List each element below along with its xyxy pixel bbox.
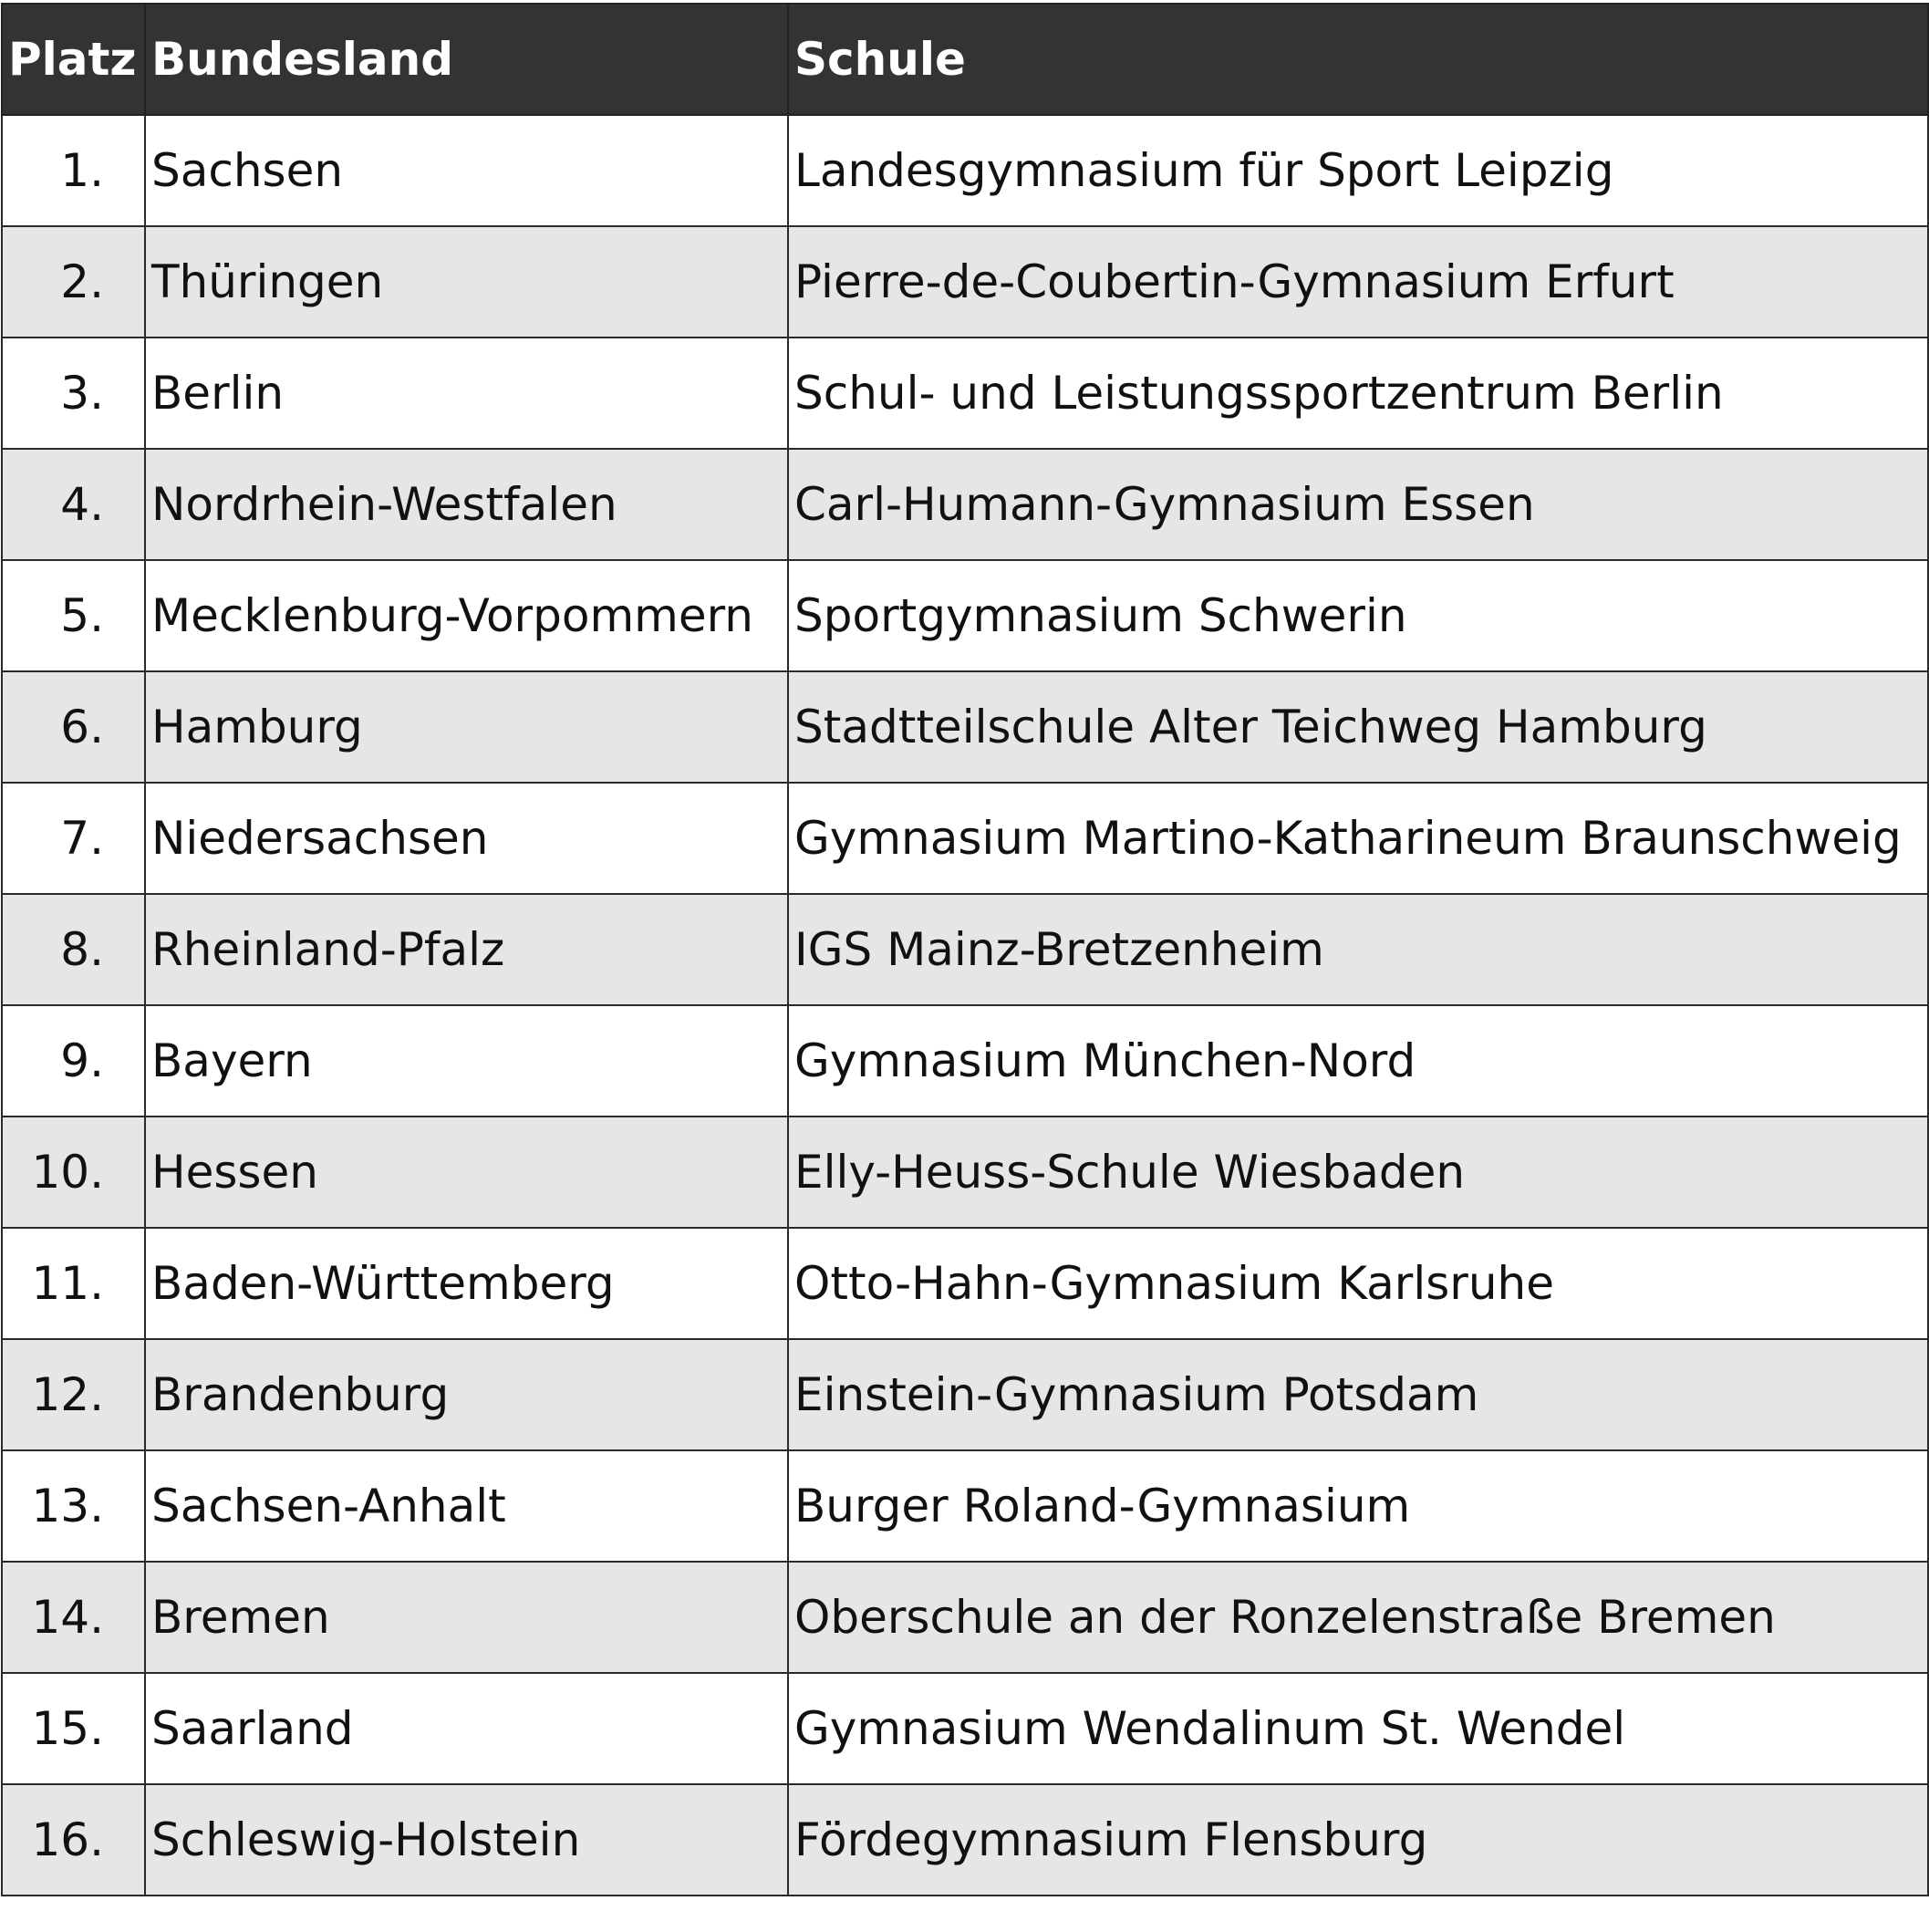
- table-row: [2, 1228, 1928, 1339]
- table-row: [2, 1005, 1928, 1117]
- rank-cell: 9.: [2, 1005, 145, 1117]
- school-cell: Landesgymnasium für Sport Leipzig: [788, 115, 1928, 226]
- rank-cell: 3.: [2, 338, 145, 449]
- rank-cell: 15.: [2, 1673, 145, 1784]
- rank-cell: 5.: [2, 560, 145, 671]
- state-cell: Bayern: [145, 1005, 788, 1117]
- state-cell: Bremen: [145, 1562, 788, 1673]
- school-cell: Pierre-de-Coubertin-Gymnasium Erfurt: [788, 226, 1928, 338]
- school-cell: Gymnasium Wendalinum St. Wendel: [788, 1673, 1928, 1784]
- school-cell: Einstein-Gymnasium Potsdam: [788, 1339, 1928, 1450]
- school-cell: Carl-Humann-Gymnasium Essen: [788, 449, 1928, 560]
- table-row: [2, 894, 1928, 1005]
- school-cell: Stadtteilschule Alter Teichweg Hamburg: [788, 671, 1928, 783]
- table-row: [2, 783, 1928, 894]
- rank-cell: 1.: [2, 115, 145, 226]
- state-cell: Thüringen: [145, 226, 788, 338]
- school-cell: Schul- und Leistungssportzentrum Berlin: [788, 338, 1928, 449]
- state-cell: Hamburg: [145, 671, 788, 783]
- state-cell: Baden-Württemberg: [145, 1228, 788, 1339]
- rank-cell: 13.: [2, 1450, 145, 1562]
- school-cell: IGS Mainz-Bretzenheim: [788, 894, 1928, 1005]
- state-cell: Berlin: [145, 338, 788, 449]
- table-row: [2, 115, 1928, 226]
- school-cell: Otto-Hahn-Gymnasium Karlsruhe: [788, 1228, 1928, 1339]
- state-cell: Sachsen-Anhalt: [145, 1450, 788, 1562]
- table-row: [2, 226, 1928, 338]
- rank-cell: 14.: [2, 1562, 145, 1673]
- state-cell: Saarland: [145, 1673, 788, 1784]
- state-cell: Mecklenburg-Vorpommern: [145, 560, 788, 671]
- table-row: [2, 1450, 1928, 1562]
- school-cell: Gymnasium München-Nord: [788, 1005, 1928, 1117]
- state-cell: Schleswig-Holstein: [145, 1784, 788, 1896]
- column-header-school: Schule: [788, 4, 1928, 115]
- table-row: [2, 449, 1928, 560]
- table-header-row: [2, 4, 1928, 115]
- school-cell: Elly-Heuss-Schule Wiesbaden: [788, 1117, 1928, 1228]
- state-cell: Sachsen: [145, 115, 788, 226]
- state-cell: Niedersachsen: [145, 783, 788, 894]
- school-cell: Oberschule an der Ronzelenstraße Bremen: [788, 1562, 1928, 1673]
- rank-cell: 8.: [2, 894, 145, 1005]
- table-row: [2, 1339, 1928, 1450]
- ranking-table: [1, 3, 1929, 1896]
- state-cell: Rheinland-Pfalz: [145, 894, 788, 1005]
- school-cell: Gymnasium Martino-Katharineum Braunschweig: [788, 783, 1928, 894]
- column-header-rank: Platz: [2, 4, 145, 115]
- column-header-state: Bundesland: [145, 4, 788, 115]
- rank-cell: 6.: [2, 671, 145, 783]
- rank-cell: 11.: [2, 1228, 145, 1339]
- table-row: [2, 1117, 1928, 1228]
- state-cell: Brandenburg: [145, 1339, 788, 1450]
- school-cell: Burger Roland-Gymnasium: [788, 1450, 1928, 1562]
- rank-cell: 7.: [2, 783, 145, 894]
- table-row: [2, 671, 1928, 783]
- table-row: [2, 560, 1928, 671]
- rank-cell: 4.: [2, 449, 145, 560]
- table-row: [2, 1562, 1928, 1673]
- state-cell: Hessen: [145, 1117, 788, 1228]
- rank-cell: 2.: [2, 226, 145, 338]
- table-row: [2, 1784, 1928, 1896]
- table-body: [2, 115, 1928, 1896]
- rank-cell: 16.: [2, 1784, 145, 1896]
- rank-cell: 12.: [2, 1339, 145, 1450]
- table-row: [2, 1673, 1928, 1784]
- rank-cell: 10.: [2, 1117, 145, 1228]
- table-row: [2, 338, 1928, 449]
- school-cell: Fördegymnasium Flensburg: [788, 1784, 1928, 1896]
- school-cell: Sportgymnasium Schwerin: [788, 560, 1928, 671]
- state-cell: Nordrhein-Westfalen: [145, 449, 788, 560]
